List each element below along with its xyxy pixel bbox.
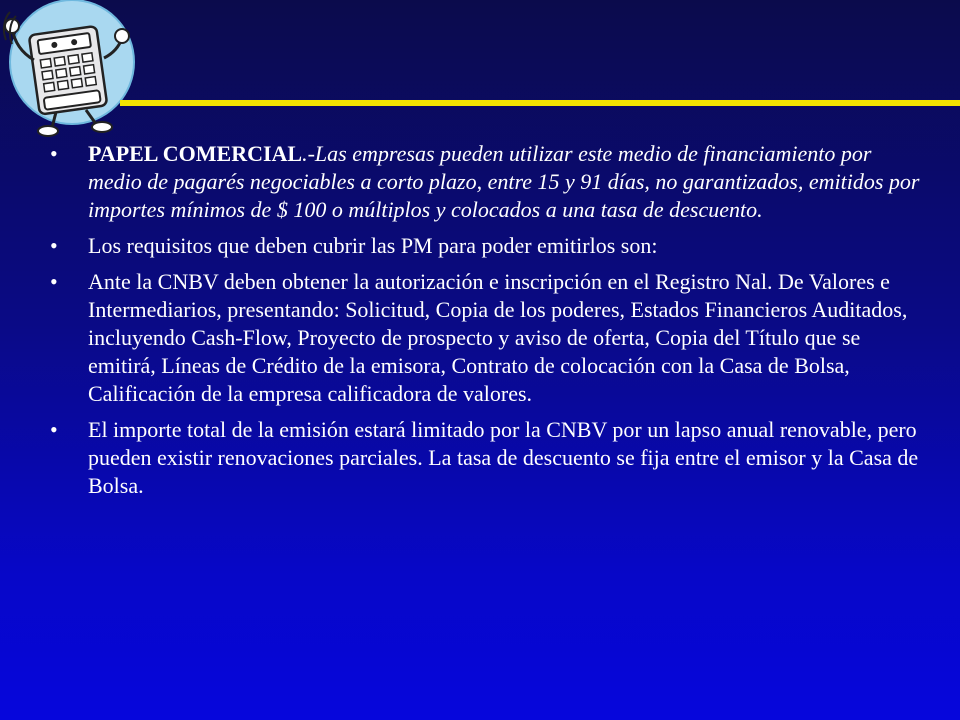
bullet-lead: PAPEL COMERCIAL — [88, 141, 303, 166]
bullet-text: El importe total de la emisión estará limitado por la CNBV por un lapso anual renovable, pero pueden existir renovaciones parciales. La tasa de descuento se fija entre el emisor y la Casa de Bolsa. — [88, 417, 919, 498]
bullet-list — [50, 140, 930, 508]
cartoon-calculator-icon — [0, 0, 150, 140]
bullet-text: Ante la CNBV deben obtener la autorización e inscripción en el Registro Nal. De Valores e Intermediarios, presentando: Solicitud, Copia de los poderes, Estados Financieros Auditados, incluyendo Cash-Flow, Proyecto de prospecto y aviso de oferta, Copia del Título que se emitirá, Líneas de Crédito de la emisora, Contrato de colocación con la Casa de Bolsa, Calificación de la empresa calificadora de valores. — [88, 269, 908, 406]
bullet-item — [50, 268, 930, 408]
bullet-marker: • — [50, 269, 58, 294]
bullet-item — [50, 416, 930, 500]
bullet-text: .-Las empresas pueden utilizar este medio de financiamiento por medio de pagarés negociables a corto plazo, entre 15 y 91 días, no garantizados, emitidos por importes mínimos de $ 100 o múltiplos y colocados a una tasa de descuento. — [88, 141, 920, 222]
bullet-marker: • — [50, 417, 58, 442]
bullet-marker: • — [50, 233, 58, 258]
bullet-item — [50, 232, 930, 260]
bullet-item — [50, 140, 930, 224]
bullet-text: Los requisitos que deben cubrir las PM para poder emitirlos son: — [88, 233, 658, 258]
bullet-marker: • — [50, 141, 58, 166]
header-rule — [120, 100, 960, 106]
